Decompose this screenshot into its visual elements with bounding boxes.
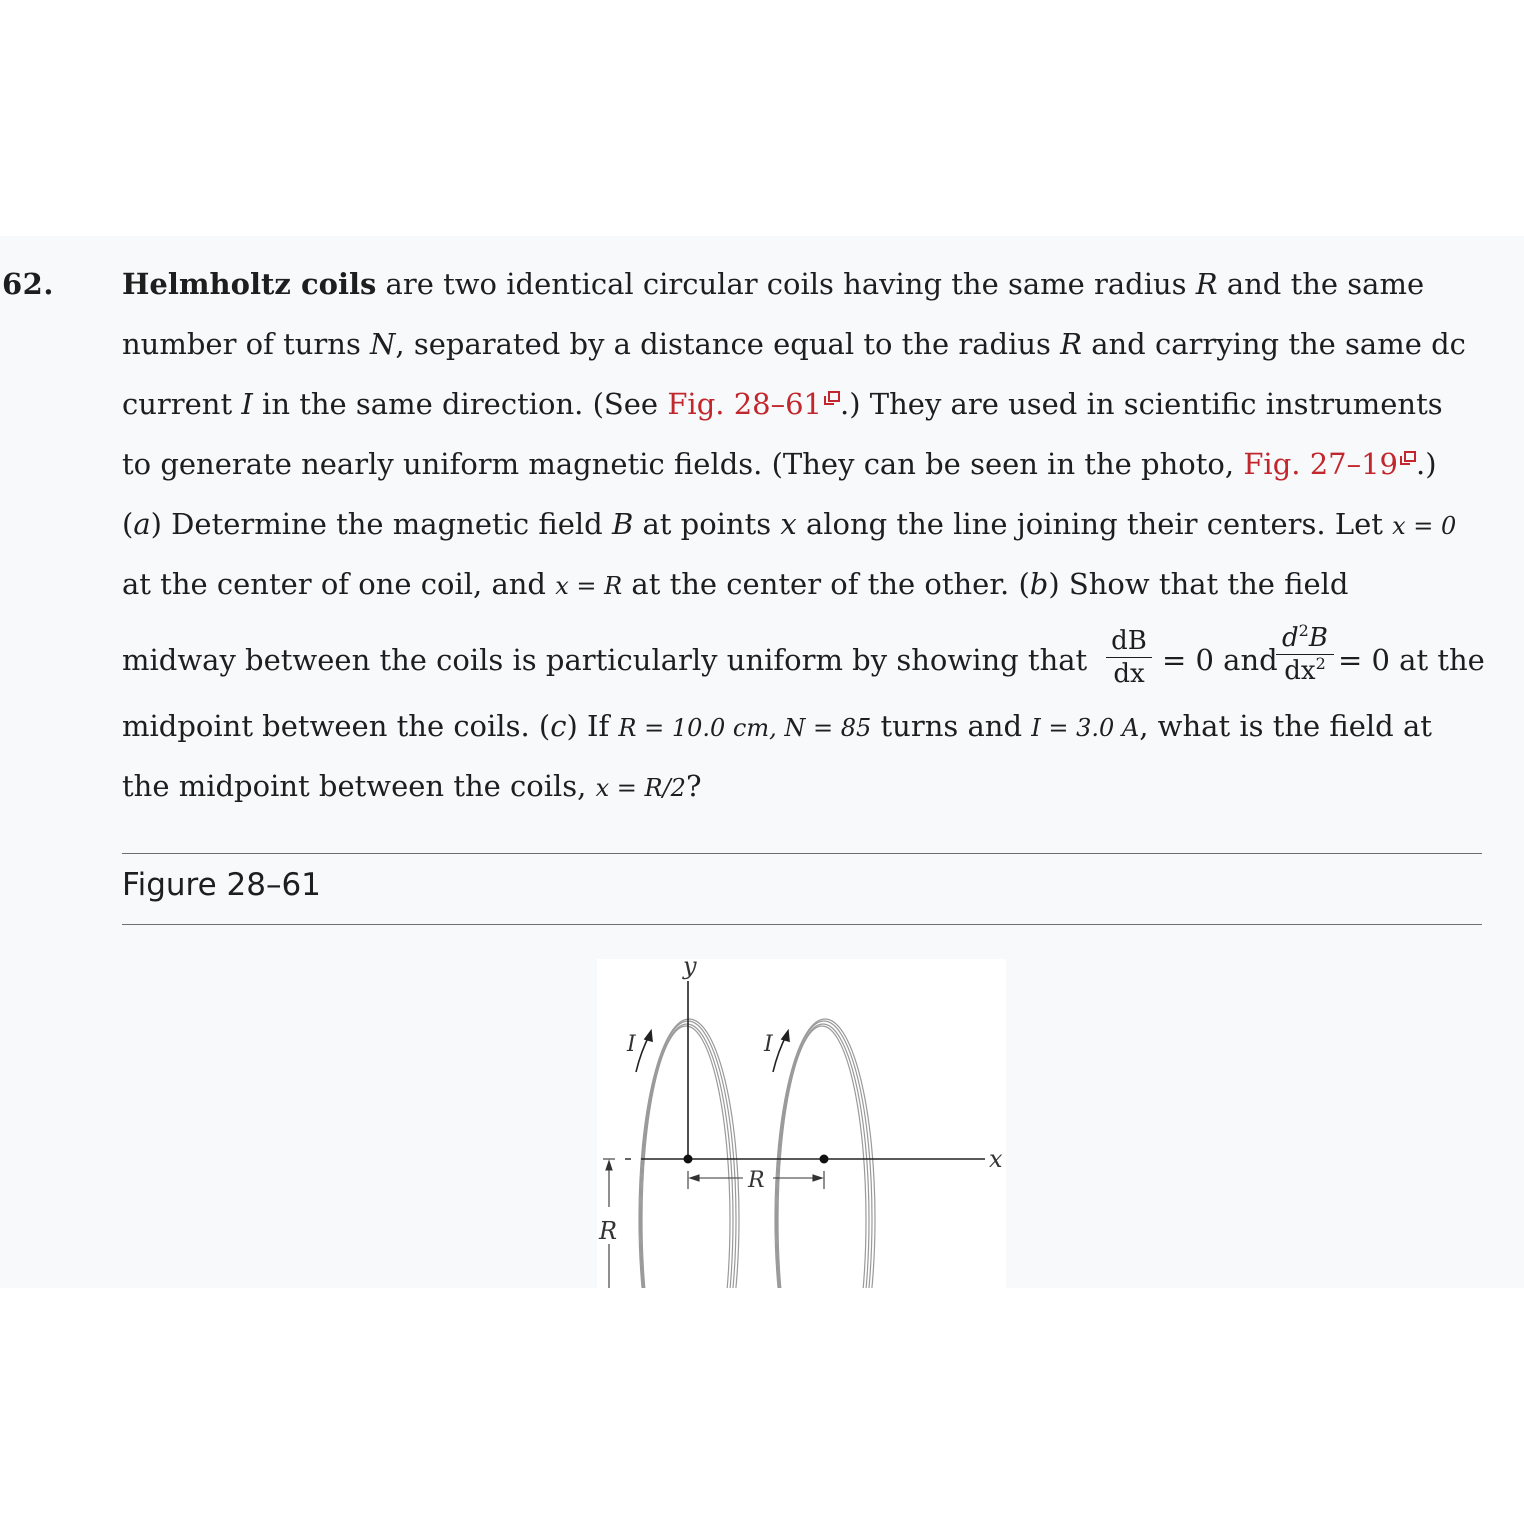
external-link-icon: [1400, 451, 1416, 467]
fig-28-61-link[interactable]: Fig. 28–61: [667, 387, 840, 421]
equation-eq-zero-and: = 0 and: [1162, 643, 1278, 677]
spacing-label: R: [748, 1168, 765, 1193]
right-coil-center: [820, 1155, 829, 1164]
left-coil: [639, 1019, 739, 1288]
text-line-5: (a) Determine the magnetic field B at points x along the line joining their centers. Let x = 0: [122, 507, 1457, 541]
helmholtz-diagram: [597, 959, 1006, 1288]
current-label-left: I: [627, 1032, 636, 1057]
text-line-1: Helmholtz coils are two identical circular coils having the same radius R and the same: [122, 267, 1425, 301]
helmholtz-coils-figure: [597, 959, 1006, 1288]
text-line-2: number of turns N, separated by a distance equal to the radius R and carrying the same dc: [122, 327, 1466, 361]
fraction-db-dx: dB dx: [1106, 627, 1152, 688]
problem-number: 62.: [2, 267, 54, 301]
fig-27-19-link[interactable]: Fig. 27–19: [1243, 447, 1416, 481]
equation-x-r: x = R: [555, 572, 623, 600]
equation-x-r-half: x = R/2: [595, 774, 686, 802]
text-line-7: midway between the coils is particularly uniform by showing that: [122, 643, 1088, 677]
fraction-d2b-dx2: $d^2B$ $dx^2$: [1276, 624, 1334, 685]
text-line-3: current I in the same direction. (See Fig. 28–61 .) They are used in scientific instruments: [122, 387, 1443, 421]
radius-label: R: [599, 1217, 618, 1245]
text-line-8: midpoint between the coils. (c) If R = 10.0 cm, N = 85 turns and I = 3.0 A, what is the field at: [122, 709, 1432, 743]
text-line-4: to generate nearly uniform magnetic fields. (They can be seen in the photo, Fig. 27–19 .): [122, 447, 1437, 481]
text-line-9: the midpoint between the coils, x = R/2?: [122, 769, 702, 803]
term-helmholtz-coils: Helmholtz coils: [122, 267, 377, 301]
right-coil: [775, 1019, 875, 1288]
equation-x-0: x = 0: [1392, 512, 1457, 540]
current-label-right: I: [764, 1032, 773, 1057]
figure-top-rule: [122, 853, 1482, 854]
left-coil-center: [684, 1155, 693, 1164]
x-axis-label: x: [989, 1145, 1003, 1173]
y-axis-label: y: [683, 959, 697, 980]
text-line-6: at the center of one coil, and x = R at the center of the other. (b) Show that the field: [122, 567, 1349, 601]
figure-title: Figure 28–61: [122, 867, 321, 903]
figure-bottom-rule: [122, 924, 1482, 925]
equation-eq-zero-at-the: = 0 at the: [1338, 643, 1485, 677]
equation-r-n: R = 10.0 cm, N = 85: [618, 714, 872, 742]
equation-current: I = 3.0 A: [1031, 714, 1140, 742]
external-link-icon: [824, 391, 840, 407]
